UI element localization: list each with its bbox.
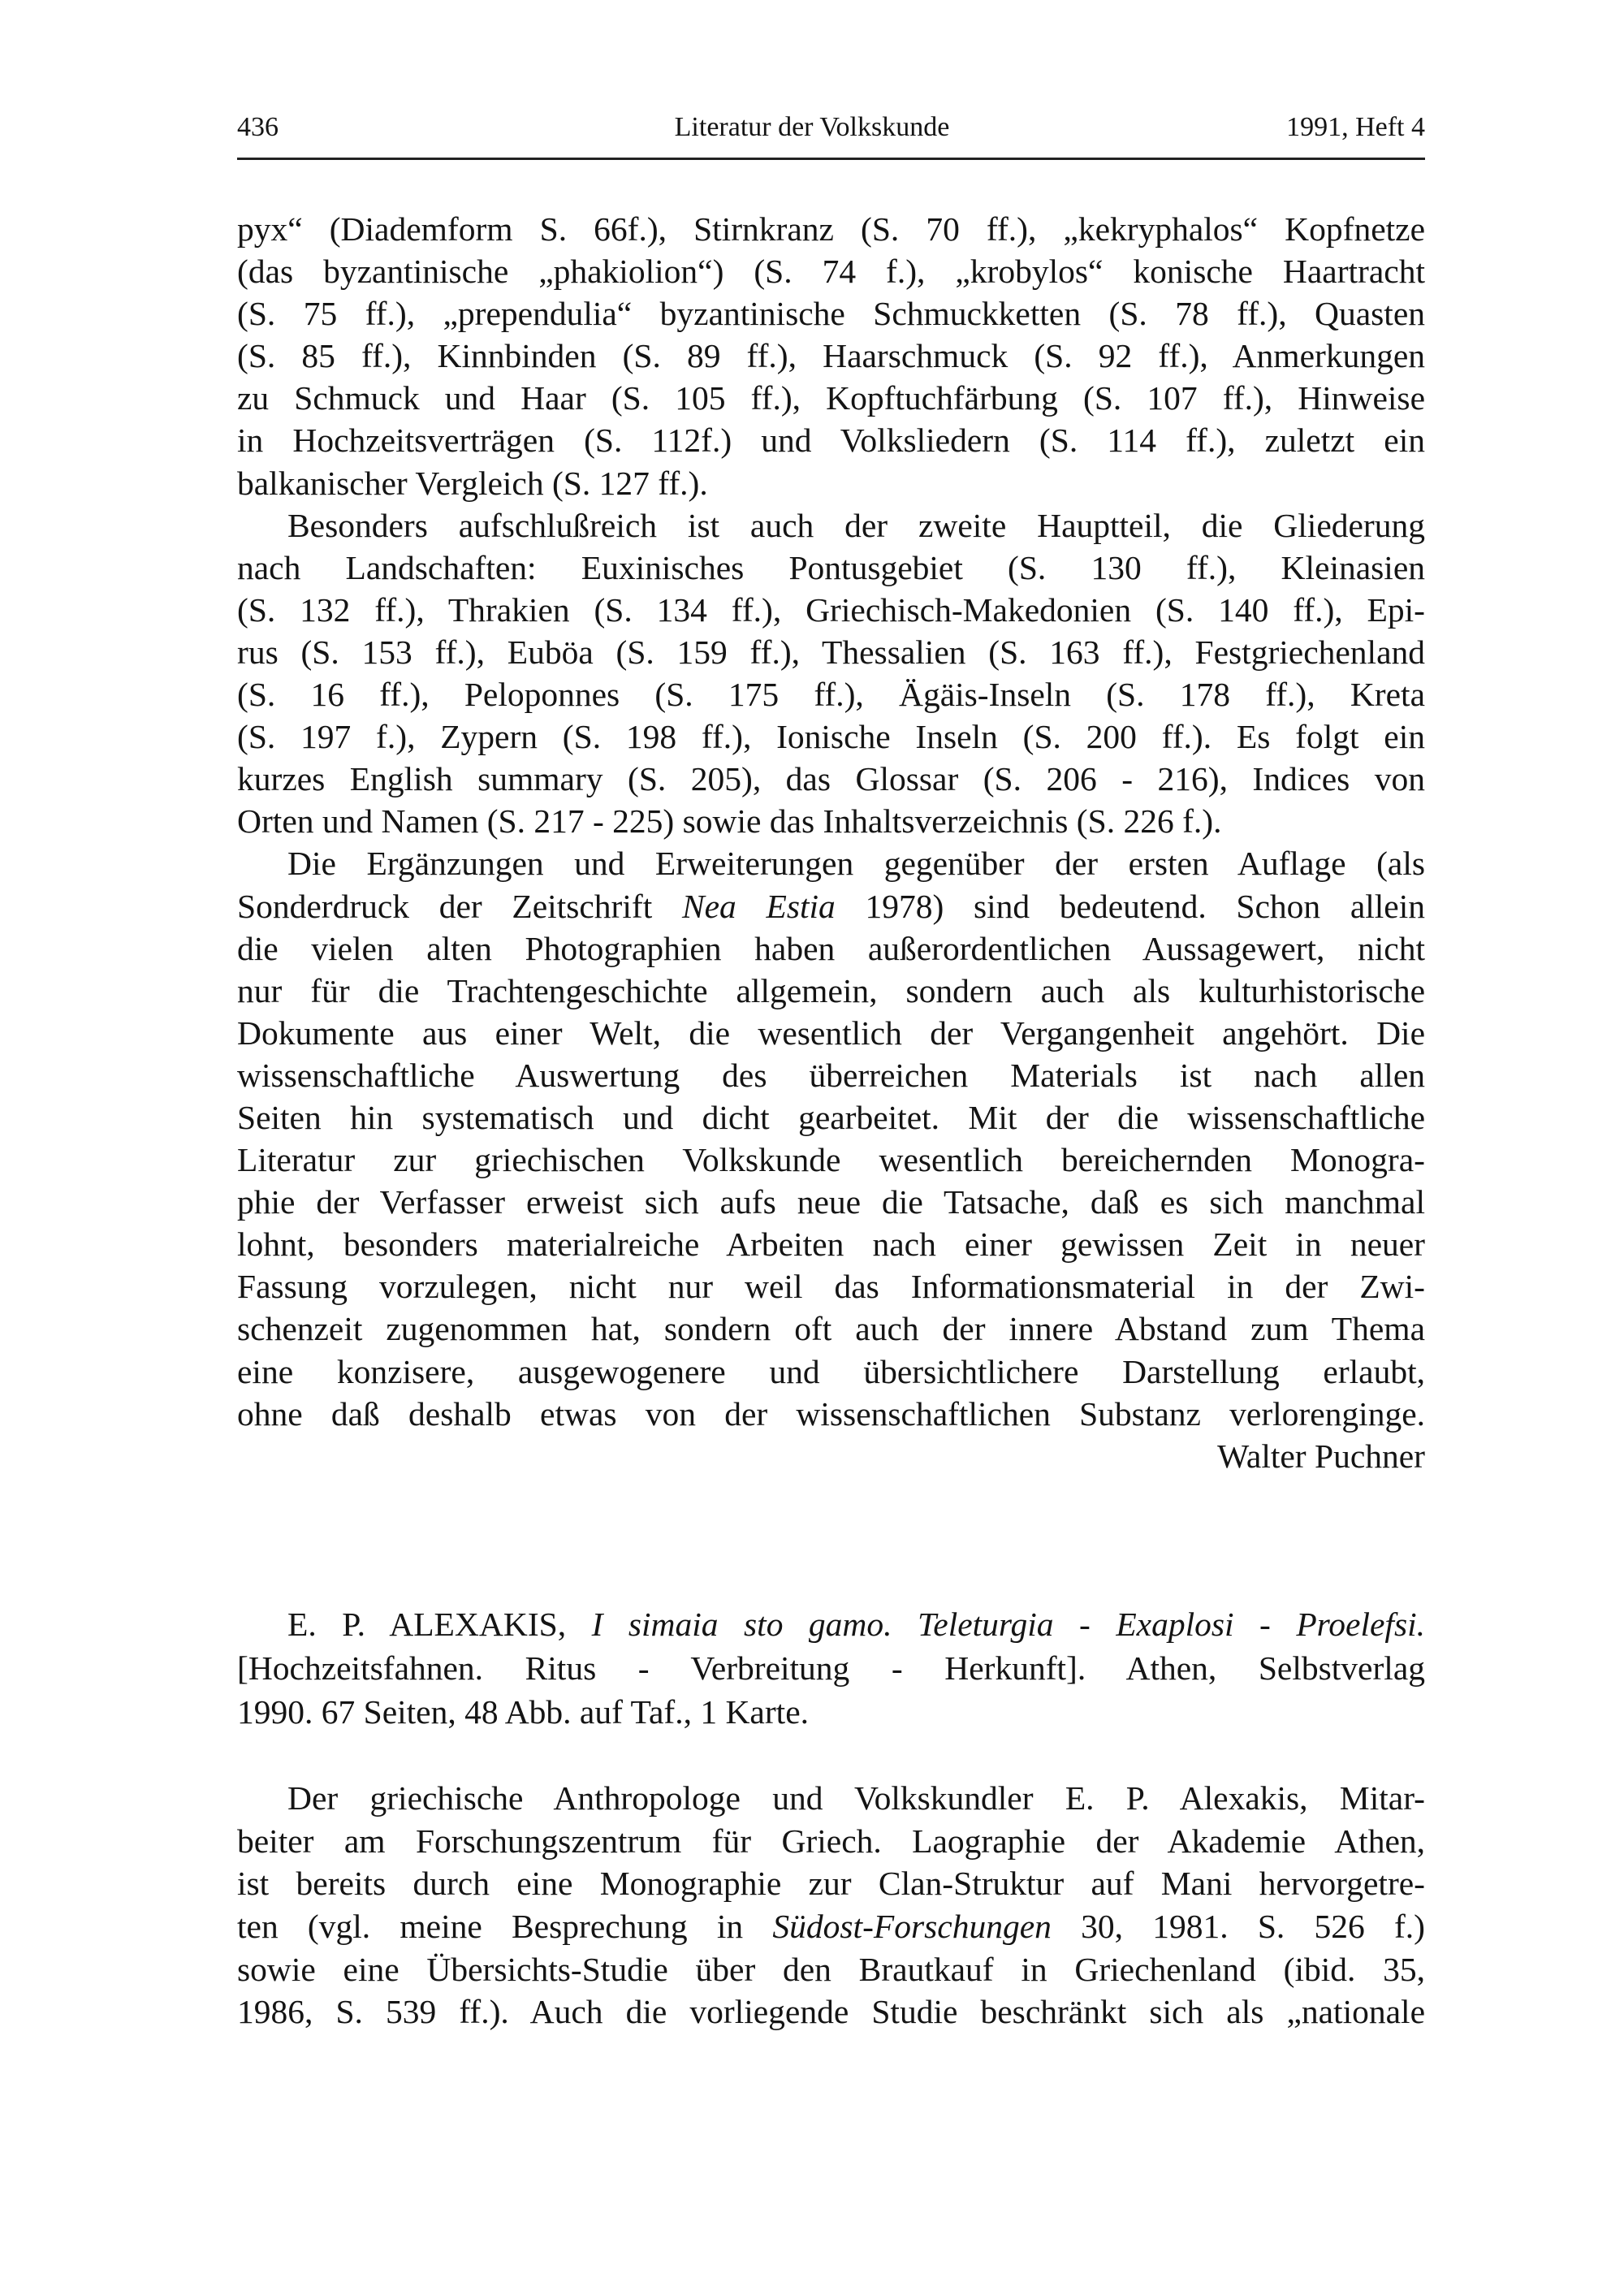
header-rule bbox=[237, 158, 1425, 160]
text-line: ohne daß deshalb etwas von der wissenschaftlichen Substanz verlorenginge. bbox=[237, 1394, 1425, 1433]
text-run: Sonderdruck der Zeitschrift bbox=[237, 887, 682, 925]
text-line: ist bereits durch eine Monographie zur Clan-Struktur auf Mani hervorgetre- bbox=[237, 1865, 1425, 1903]
text-line: Orten und Namen (S. 217 - 225) sowie das Inhaltsverzeichnis (S. 226 f.). bbox=[237, 802, 1222, 841]
author-signature: Walter Puchner bbox=[1217, 1437, 1425, 1475]
review-alexakis-body bbox=[237, 1777, 1425, 2034]
text-line: phie der Verfasser erweist sich aufs neue die Tatsache, daß es sich manchmal bbox=[237, 1183, 1425, 1221]
text-line: wissenschaftliche Auswertung des überreichen Materials ist nach allen bbox=[237, 1056, 1425, 1094]
text-line: 1986, S. 539 ff.). Auch die vorliegende Studie beschränkt sich als „nationale bbox=[237, 1993, 1425, 2031]
text-line: Literatur zur griechischen Volkskunde wesentlich bereichernden Monogra- bbox=[237, 1141, 1425, 1179]
review-alexakis-citation bbox=[237, 1602, 1425, 1734]
text-line: nur für die Trachtengeschichte allgemein, sondern auch als kulturhistorische bbox=[237, 971, 1425, 1009]
text-line: [Hochzeitsfahnen. Ritus - Verbreitung - Herkunft]. Athen, Selbstverlag bbox=[237, 1649, 1425, 1687]
text-line: (S. 85 ff.), Kinnbinden (S. 89 ff.), Haarschmuck (S. 92 ff.), Anmerkungen bbox=[237, 337, 1425, 375]
issue-label: 1991, Heft 4 bbox=[1286, 112, 1425, 142]
text-run: 1978) sind bedeutend. Schon allein bbox=[835, 887, 1426, 925]
text-line: pyx“ (Diademform S. 66f.), Stirnkranz (S. 70 ff.), „kekryphalos“ Kopfnetze bbox=[237, 210, 1425, 248]
text-line: (S. 75 ff.), „prependulia“ byzantinische Schmuckketten (S. 78 ff.), Quasten bbox=[237, 295, 1425, 333]
text-line: (S. 16 ff.), Peloponnes (S. 175 ff.), Ägäis-Inseln (S. 178 ff.), Kreta bbox=[237, 676, 1425, 714]
text-run: 30, 1981. S. 526 f.) bbox=[1051, 1908, 1425, 1946]
text-line: eine konzisere, ausgewogenere und übersichtlichere Darstellung erlaubt, bbox=[237, 1352, 1425, 1390]
text-line: balkanischer Vergleich (S. 127 ff.). bbox=[237, 464, 708, 502]
text-run: E. P. ALEXAKIS, bbox=[287, 1606, 592, 1643]
text-line: die vielen alten Photographien haben außerordentlichen Aussagewert, nicht bbox=[237, 929, 1425, 967]
page-number: 436 bbox=[237, 112, 279, 142]
text-run: ten (vgl. meine Besprechung in bbox=[237, 1908, 773, 1946]
text-line: in Hochzeitsverträgen (S. 112f.) und Volksliedern (S. 114 ff.), zuletzt ein bbox=[237, 421, 1425, 460]
text-line: Fassung vorzulegen, nicht nur weil das Informationsmaterial in der Zwi- bbox=[237, 1268, 1425, 1306]
text-line: sowie eine Übersichts-Studie über den Brautkauf in Griechenland (ibid. 35, bbox=[237, 1950, 1425, 1988]
text-line: Dokumente aus einer Welt, die wesentlich der Vergangenheit angehört. Die bbox=[237, 1014, 1425, 1052]
text-line: rus (S. 153 ff.), Euböa (S. 159 ff.), Thessalien (S. 163 ff.), Festgriechenland bbox=[237, 633, 1425, 671]
text-line: kurzes English summary (S. 205), das Glossar (S. 206 - 216), Indices von bbox=[237, 760, 1425, 798]
text-line: Die Ergänzungen und Erweiterungen gegenüber der ersten Auflage (als bbox=[287, 845, 1425, 883]
running-title: Literatur der Volkskunde bbox=[674, 112, 950, 142]
text-line: beiter am Forschungszentrum für Griech. Laographie der Akademie Athen, bbox=[237, 1822, 1425, 1860]
italic-title: Nea Estia bbox=[681, 887, 836, 925]
text-line: (S. 132 ff.), Thrakien (S. 134 ff.), Griechisch-Makedonien (S. 140 ff.), Epi- bbox=[237, 590, 1425, 629]
text-line: nach Landschaften: Euxinisches Pontusgebiet (S. 130 ff.), Kleinasien bbox=[237, 548, 1425, 586]
text-line bbox=[237, 1905, 1425, 1948]
italic-title: I simaia sto gamo. Teleturgia - Exaplosi - Proelefsi. bbox=[591, 1606, 1425, 1643]
italic-title: Südost-Forschungen bbox=[772, 1908, 1052, 1946]
text-line: lohnt, besonders materialreiche Arbeiten nach einer gewissen Zeit in neuer bbox=[237, 1225, 1425, 1264]
text-line: (S. 197 f.), Zypern (S. 198 ff.), Ionische Inseln (S. 200 ff.). Es folgt ein bbox=[237, 718, 1425, 756]
text-line: zu Schmuck und Haar (S. 105 ff.), Kopftuchfärbung (S. 107 ff.), Hinweise bbox=[237, 379, 1425, 417]
review-puchner-body bbox=[237, 208, 1425, 1477]
text-line: schenzeit zugenommen hat, sondern oft auch der innere Abstand zum Thema bbox=[237, 1310, 1425, 1348]
text-line: Besonders aufschlußreich ist auch der zweite Hauptteil, die Gliederung bbox=[287, 506, 1425, 544]
text-line: (das byzantinische „phakiolion“) (S. 74 f.), „krobylos“ konische Haartracht bbox=[237, 253, 1425, 291]
text-line bbox=[237, 1602, 1425, 1646]
text-line bbox=[237, 885, 1425, 927]
text-line: 1990. 67 Seiten, 48 Abb. auf Taf., 1 Karte. bbox=[237, 1693, 810, 1731]
text-line: Seiten hin systematisch und dicht gearbeitet. Mit der die wissenschaftliche bbox=[237, 1098, 1425, 1136]
text-line: Der griechische Anthropologe und Volkskundler E. P. Alexakis, Mitar- bbox=[287, 1779, 1425, 1817]
